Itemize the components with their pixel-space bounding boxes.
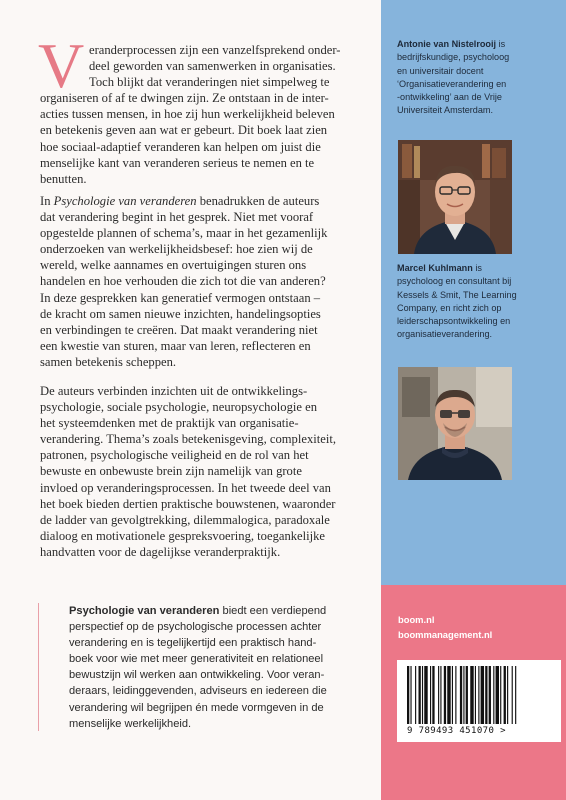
- intro-paragraph: eranderprocessen zijn een vanzelfsprekend onder- deel geworden van samenwerken in organisaties. Toch blijkt dat veranderingen niet simpelweg te organiseren of af te dwingen zijn. Ze ontstaan in de inter- acties tussen mensen, in hoe zij hun werkelijkheid beleven en betekenis geven aan wat er gebeurt. Dit boek laat zien hoe sociaal-adaptief veranderen kan helpen om juist die menselijke kant van veranderen serieus te nemen en te benutten.: [40, 43, 341, 186]
- isbn-barcode: [397, 660, 561, 742]
- barcode-bar: [496, 666, 499, 724]
- barcode-bar: [485, 666, 487, 724]
- barcode-bar: [422, 666, 423, 724]
- barcode-bar: [444, 666, 446, 724]
- barcode-bar: [410, 666, 411, 724]
- barcode-bar: [515, 666, 516, 724]
- barcode-bar: [463, 666, 464, 724]
- barcode-bar: [512, 666, 513, 724]
- summary-title: Psychologie van veranderen: [69, 605, 220, 617]
- barcode-bar: [415, 666, 416, 724]
- barcode-bar: [493, 666, 494, 724]
- barcode-bar: [466, 666, 468, 724]
- barcode-bar: [430, 666, 431, 724]
- boommanagement-link[interactable]: boommanagement.nl: [398, 628, 493, 640]
- author-bio-nistelrooij: Antonie van Nistelrooij is bedrijfskundige, psycholoog en universitair docent ‘Organisatieverandering en -ontwikkeling’ aan de Vrije Universiteit Amsterdam.: [397, 39, 510, 116]
- barcode-bar: [507, 666, 508, 724]
- barcode-bars: [397, 660, 561, 726]
- author-photo-nistelrooij: [398, 140, 512, 254]
- conversation-paragraph: In Psychologie van veranderen benadrukken de auteurs dat verandering begint in het gesprek. Niet met vooraf opgestelde plannen of schema’s, maar in het gezamenlijk onderzoeken van werkelijkheidsbesef: hoe zien wij de wereld, welke aannames en overtuigingen sturen ons handelen en hoe verhouden die zich tot die van anderen? In deze gesprekken kan generatief vermogen ontstaan – de kracht om samen nieuwe inzichten, handelingsopties en verbindingen te creëren. Dat maakt verandering niet een kwestie van sturen, maar van leren, reflecteren en samen betekenis scheppen.: [40, 194, 328, 369]
- barcode-bar: [407, 666, 409, 724]
- boom-link[interactable]: boom.nl: [398, 614, 435, 625]
- author-photo-kuhlmann: [398, 367, 512, 480]
- barcode-bar: [489, 666, 491, 724]
- barcode-bar: [424, 666, 427, 724]
- barcode-bar: [481, 666, 484, 724]
- barcode-bar: [452, 666, 453, 724]
- summary-blurb: Psychologie van veranderen biedt een verdiepend perspectief op de psychologische processen achter verandering en is tegelijkertijd een praktisch hand- boek voor wie met meer generativiteit en relationeel bewustzijn wil werken aan ontwikkeling. Voor veran- deraars, leidinggevenden, adviseurs en iedereen die verandering wil begrijpen én mede vormgeven in de menselijke werkelijkheid.: [38, 603, 378, 731]
- barcode-bar: [419, 666, 421, 724]
- author-name: Marcel Kuhlmann: [397, 263, 473, 273]
- barcode-bar: [447, 666, 450, 724]
- barcode-bar: [470, 666, 473, 724]
- barcode-bar: [475, 666, 476, 724]
- barcode-bar: [432, 666, 434, 724]
- barcode-bar: [440, 666, 441, 724]
- authors-approach-paragraph: De auteurs verbinden inzichten uit de ontwikkelings- psychologie, sociale psychologie, neuropsychologie en het systeemdenken met de praktijk van organisatie- verandering. Thema’s zoals betekenisgeving, complexiteit, patronen, psychologische veiligheid en de rol van het bewuste en onbewuste brein zijn namelijk van grote invloed op veranderingsprocessen. In het tweede deel van het boek bieden dertien praktische bouwstenen, waaronder de ladder van gevolgtrekking, dilemmalogica, paradoxale dialoog en motivationele gespreksvoering, toegankelijke handvatten voor de dagelijkse veranderpraktijk.: [40, 384, 336, 559]
- barcode-bar: [500, 666, 501, 724]
- barcode-bar: [478, 666, 479, 724]
- author-name: Antonie van Nistelrooij: [397, 39, 497, 49]
- author-bio-kuhlmann: Marcel Kuhlmann is psycholoog en consultant bij Kessels & Smit, The Learning Company, en richt zich op leiderschapsontwikkeling en organisatieverandering.: [397, 263, 517, 340]
- barcode-bar: [504, 666, 506, 724]
- book-title-italic: Psychologie van veranderen: [53, 194, 197, 208]
- barcode-bar: [455, 666, 456, 724]
- isbn-number: 9 789493 451070 >: [407, 726, 506, 736]
- barcode-bar: [460, 666, 462, 724]
- barcode-bar: [438, 666, 439, 724]
- drop-cap: V: [38, 30, 85, 101]
- publisher-links: [398, 613, 492, 642]
